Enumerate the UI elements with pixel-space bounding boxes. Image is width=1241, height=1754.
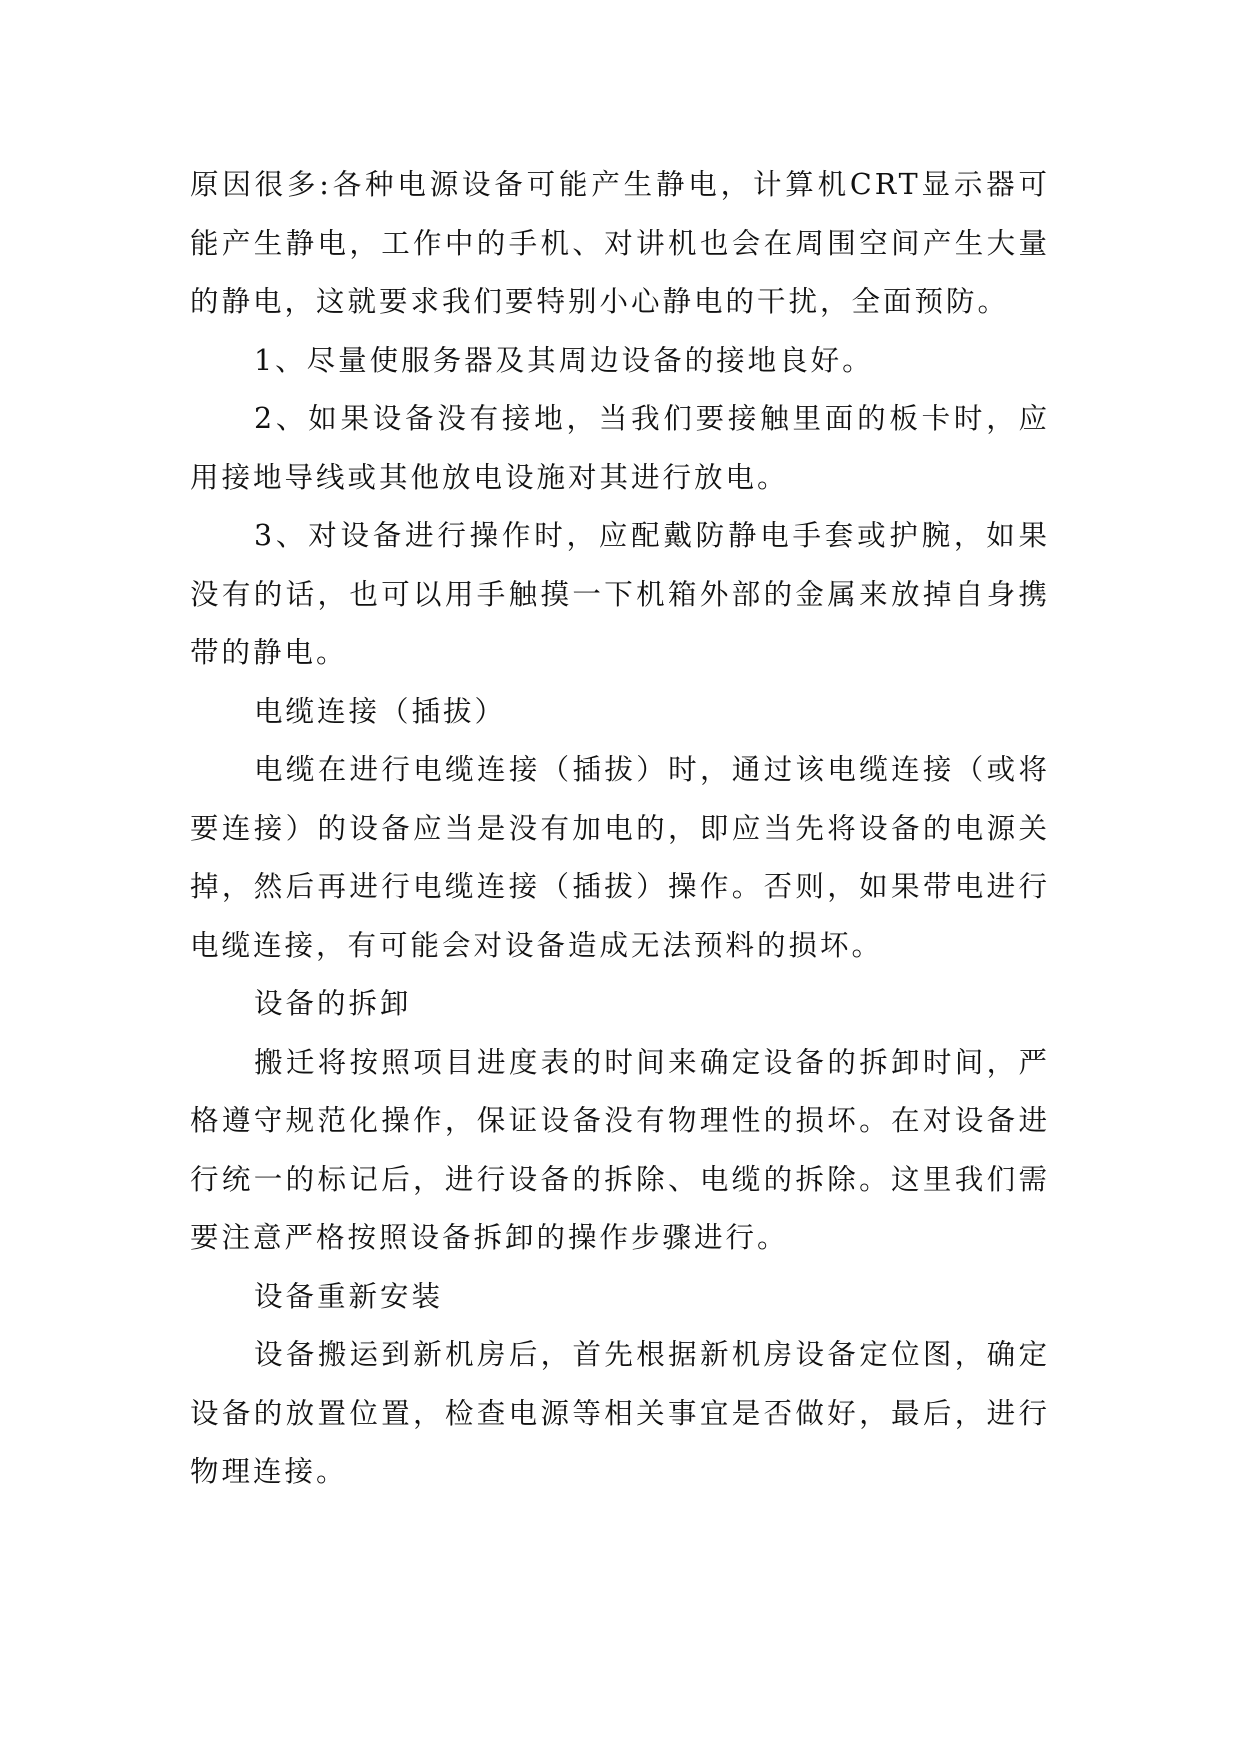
paragraph-item-1-grounding: 1、尽量使服务器及其周边设备的接地良好。: [254, 343, 874, 377]
section-heading-cable-connection: 电缆连接（插拔）: [254, 694, 507, 728]
paragraph-cable-connection: 电缆在进行电缆连接（插拔）时，通过该电缆连接（或将要连接）的设备应当是没有加电的，即应当先将设备的电源关掉，然后再进行电缆连接（插拔）操作。否则，如果带电进行电缆连接，有可能会对设备造成无法预料的损坏。: [190, 753, 1050, 962]
paragraph-device-removal: 搬迁将按照项目进度表的时间来确定设备的拆卸时间，严格遵守规范化操作，保证设备没有物理性的损坏。在对设备进行统一的标记后，进行设备的拆除、电缆的拆除。这里我们需要注意严格按照设备拆卸的操作步骤进行。: [190, 1045, 1050, 1254]
document-body: [190, 156, 1050, 1502]
paragraph-item-3-gloves: 3、对设备进行操作时，应配戴防静电手套或护腕，如果没有的话，也可以用手触摸一下机箱外部的金属来放掉自身携带的静电。: [190, 519, 1050, 669]
paragraph-item-2-discharge: 2、如果设备没有接地，当我们要接触里面的板卡时，应用接地导线或其他放电设施对其进行放电。: [190, 402, 1050, 494]
section-heading-device-removal: 设备的拆卸: [254, 987, 412, 1020]
paragraph-device-reinstall: 设备搬运到新机房后，首先根据新机房设备定位图，确定设备的放置位置，检查电源等相关事宜是否做好，最后，进行物理连接。: [190, 1338, 1050, 1488]
paragraph-static-causes: 原因很多:各种电源设备可能产生静电，计算机CRT显示器可能产生静电，工作中的手机、对讲机也会在周围空间产生大量的静电，这就要求我们要特别小心静电的干扰，全面预防。: [190, 168, 1050, 318]
section-heading-device-reinstall: 设备重新安装: [254, 1279, 444, 1313]
